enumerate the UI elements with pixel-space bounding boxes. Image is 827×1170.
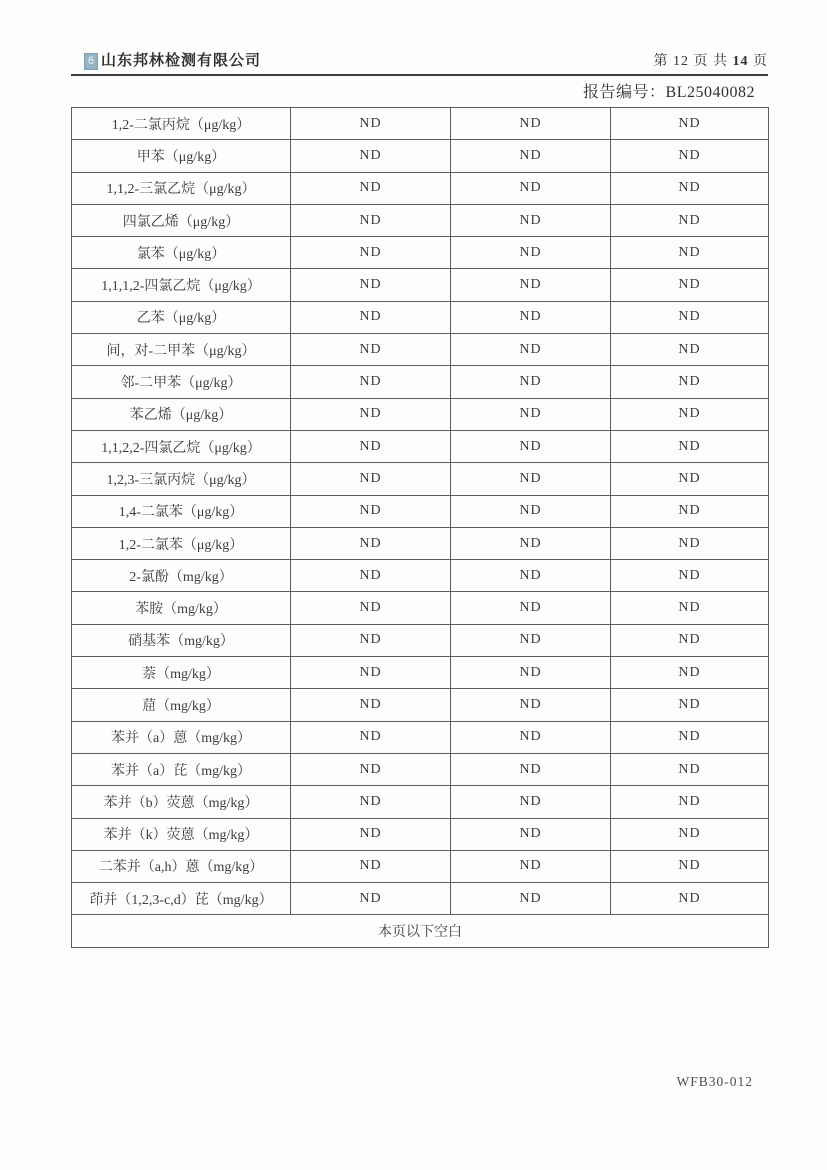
result-value: ND — [291, 204, 451, 236]
result-value: ND — [291, 883, 451, 915]
result-value: ND — [611, 883, 769, 915]
page-indicator-suffix: 页 — [748, 54, 768, 69]
result-value: ND — [291, 108, 451, 140]
table-row — [72, 657, 769, 689]
analyte-name: 硝基苯（mg/kg） — [72, 624, 291, 656]
table-row — [72, 334, 769, 366]
result-value: ND — [291, 430, 451, 462]
result-value: ND — [611, 463, 769, 495]
results-table — [71, 107, 769, 948]
table-row — [72, 883, 769, 915]
analyte-name: 1,4-二氯苯（μg/kg） — [72, 495, 291, 527]
result-value: ND — [291, 689, 451, 721]
result-value: ND — [611, 140, 769, 172]
result-value: ND — [291, 592, 451, 624]
company-logo-glyph: 6 — [87, 55, 95, 67]
result-value: ND — [451, 721, 611, 753]
result-value: ND — [451, 301, 611, 333]
analyte-name: 1,1,2-三氯乙烷（μg/kg） — [72, 172, 291, 204]
result-value: ND — [611, 560, 769, 592]
report-header — [84, 49, 768, 70]
header-divider — [71, 74, 768, 76]
result-value: ND — [451, 140, 611, 172]
table-row — [72, 689, 769, 721]
result-value: ND — [291, 657, 451, 689]
table-row — [72, 592, 769, 624]
result-value: ND — [291, 172, 451, 204]
company-logo-icon — [84, 53, 98, 70]
analyte-name: 四氯乙烯（μg/kg） — [72, 204, 291, 236]
result-value: ND — [451, 592, 611, 624]
analyte-name: 䓛（mg/kg） — [72, 689, 291, 721]
analyte-name: 1,2-二氯丙烷（μg/kg） — [72, 108, 291, 140]
report-number-label: 报告编号： — [583, 84, 666, 101]
table-row — [72, 753, 769, 785]
result-value: ND — [291, 269, 451, 301]
result-value: ND — [451, 786, 611, 818]
result-value: ND — [451, 560, 611, 592]
result-value: ND — [291, 786, 451, 818]
table-row — [72, 818, 769, 850]
result-value: ND — [451, 430, 611, 462]
result-value: ND — [291, 237, 451, 269]
analyte-name: 乙苯（μg/kg） — [72, 301, 291, 333]
result-value: ND — [451, 269, 611, 301]
result-value: ND — [611, 301, 769, 333]
analyte-name: 茚并（1,2,3-c,d）芘（mg/kg） — [72, 883, 291, 915]
result-value: ND — [451, 398, 611, 430]
analyte-name: 1,2,3-三氯丙烷（μg/kg） — [72, 463, 291, 495]
result-value: ND — [451, 495, 611, 527]
report-number-value: BL25040082 — [665, 84, 755, 101]
result-value: ND — [611, 398, 769, 430]
result-value: ND — [291, 463, 451, 495]
result-value: ND — [611, 527, 769, 559]
table-row — [72, 430, 769, 462]
result-value: ND — [451, 334, 611, 366]
result-value: ND — [451, 204, 611, 236]
results-table-foot — [72, 915, 769, 947]
table-row — [72, 269, 769, 301]
analyte-name: 氯苯（μg/kg） — [72, 237, 291, 269]
page-indicator — [654, 50, 769, 70]
result-value: ND — [451, 624, 611, 656]
table-row — [72, 140, 769, 172]
blank-note-row — [72, 915, 769, 947]
table-row — [72, 463, 769, 495]
table-row — [72, 366, 769, 398]
table-row — [72, 108, 769, 140]
result-value: ND — [611, 818, 769, 850]
result-value: ND — [451, 237, 611, 269]
result-value: ND — [611, 495, 769, 527]
result-value: ND — [451, 108, 611, 140]
analyte-name: 二苯并（a,h）蒽（mg/kg） — [72, 850, 291, 882]
analyte-name: 苯胺（mg/kg） — [72, 592, 291, 624]
blank-note: 本页以下空白 — [72, 915, 769, 947]
table-row — [72, 560, 769, 592]
result-value: ND — [611, 786, 769, 818]
table-row — [72, 721, 769, 753]
document-code: WFB30-012 — [676, 1074, 753, 1089]
result-value: ND — [611, 753, 769, 785]
table-row — [72, 301, 769, 333]
table-row — [72, 527, 769, 559]
table-row — [72, 172, 769, 204]
analyte-name: 萘（mg/kg） — [72, 657, 291, 689]
result-value: ND — [611, 366, 769, 398]
page-indicator-total: 14 — [732, 54, 749, 69]
result-value: ND — [451, 657, 611, 689]
results-table-body — [72, 108, 769, 915]
result-value: ND — [291, 301, 451, 333]
analyte-name: 苯并（a）芘（mg/kg） — [72, 753, 291, 785]
result-value: ND — [611, 430, 769, 462]
result-value: ND — [451, 818, 611, 850]
analyte-name: 间，对-二甲苯（μg/kg） — [72, 334, 291, 366]
table-row — [72, 204, 769, 236]
result-value: ND — [291, 334, 451, 366]
result-value: ND — [291, 850, 451, 882]
analyte-name: 1,1,1,2-四氯乙烷（μg/kg） — [72, 269, 291, 301]
result-value: ND — [611, 624, 769, 656]
result-value: ND — [451, 463, 611, 495]
analyte-name: 甲苯（μg/kg） — [72, 140, 291, 172]
result-value: ND — [451, 527, 611, 559]
result-value: ND — [611, 204, 769, 236]
result-value: ND — [451, 689, 611, 721]
table-row — [72, 850, 769, 882]
result-value: ND — [451, 366, 611, 398]
result-value: ND — [291, 140, 451, 172]
result-value: ND — [451, 850, 611, 882]
result-value: ND — [291, 818, 451, 850]
result-value: ND — [291, 366, 451, 398]
result-value: ND — [291, 495, 451, 527]
result-value: ND — [611, 850, 769, 882]
result-value: ND — [291, 721, 451, 753]
result-value: ND — [611, 657, 769, 689]
analyte-name: 苯并（b）荧蒽（mg/kg） — [72, 786, 291, 818]
table-row — [72, 624, 769, 656]
report-number-line — [71, 79, 755, 102]
analyte-name: 1,1,2,2-四氯乙烷（μg/kg） — [72, 430, 291, 462]
result-value: ND — [451, 883, 611, 915]
result-value: ND — [451, 753, 611, 785]
result-value: ND — [291, 624, 451, 656]
page-indicator-prefix: 第 12 页 共 — [653, 54, 733, 69]
result-value: ND — [291, 398, 451, 430]
analyte-name: 邻-二甲苯（μg/kg） — [72, 366, 291, 398]
analyte-name: 1,2-二氯苯（μg/kg） — [72, 527, 291, 559]
table-row — [72, 398, 769, 430]
table-row — [72, 495, 769, 527]
table-row — [72, 786, 769, 818]
analyte-name: 苯并（k）荧蒽（mg/kg） — [72, 818, 291, 850]
result-value: ND — [291, 753, 451, 785]
result-value: ND — [611, 334, 769, 366]
table-row — [72, 237, 769, 269]
analyte-name: 苯乙烯（μg/kg） — [72, 398, 291, 430]
result-value: ND — [611, 172, 769, 204]
result-value: ND — [451, 172, 611, 204]
result-value: ND — [611, 237, 769, 269]
result-value: ND — [611, 108, 769, 140]
analyte-name: 苯并（a）蒽（mg/kg） — [72, 721, 291, 753]
analyte-name: 2-氯酚（mg/kg） — [72, 560, 291, 592]
result-value: ND — [291, 560, 451, 592]
company-name: 山东邦林检测有限公司 — [101, 53, 262, 69]
result-value: ND — [611, 721, 769, 753]
result-value: ND — [611, 689, 769, 721]
result-value: ND — [611, 269, 769, 301]
result-value: ND — [611, 592, 769, 624]
result-value: ND — [291, 527, 451, 559]
